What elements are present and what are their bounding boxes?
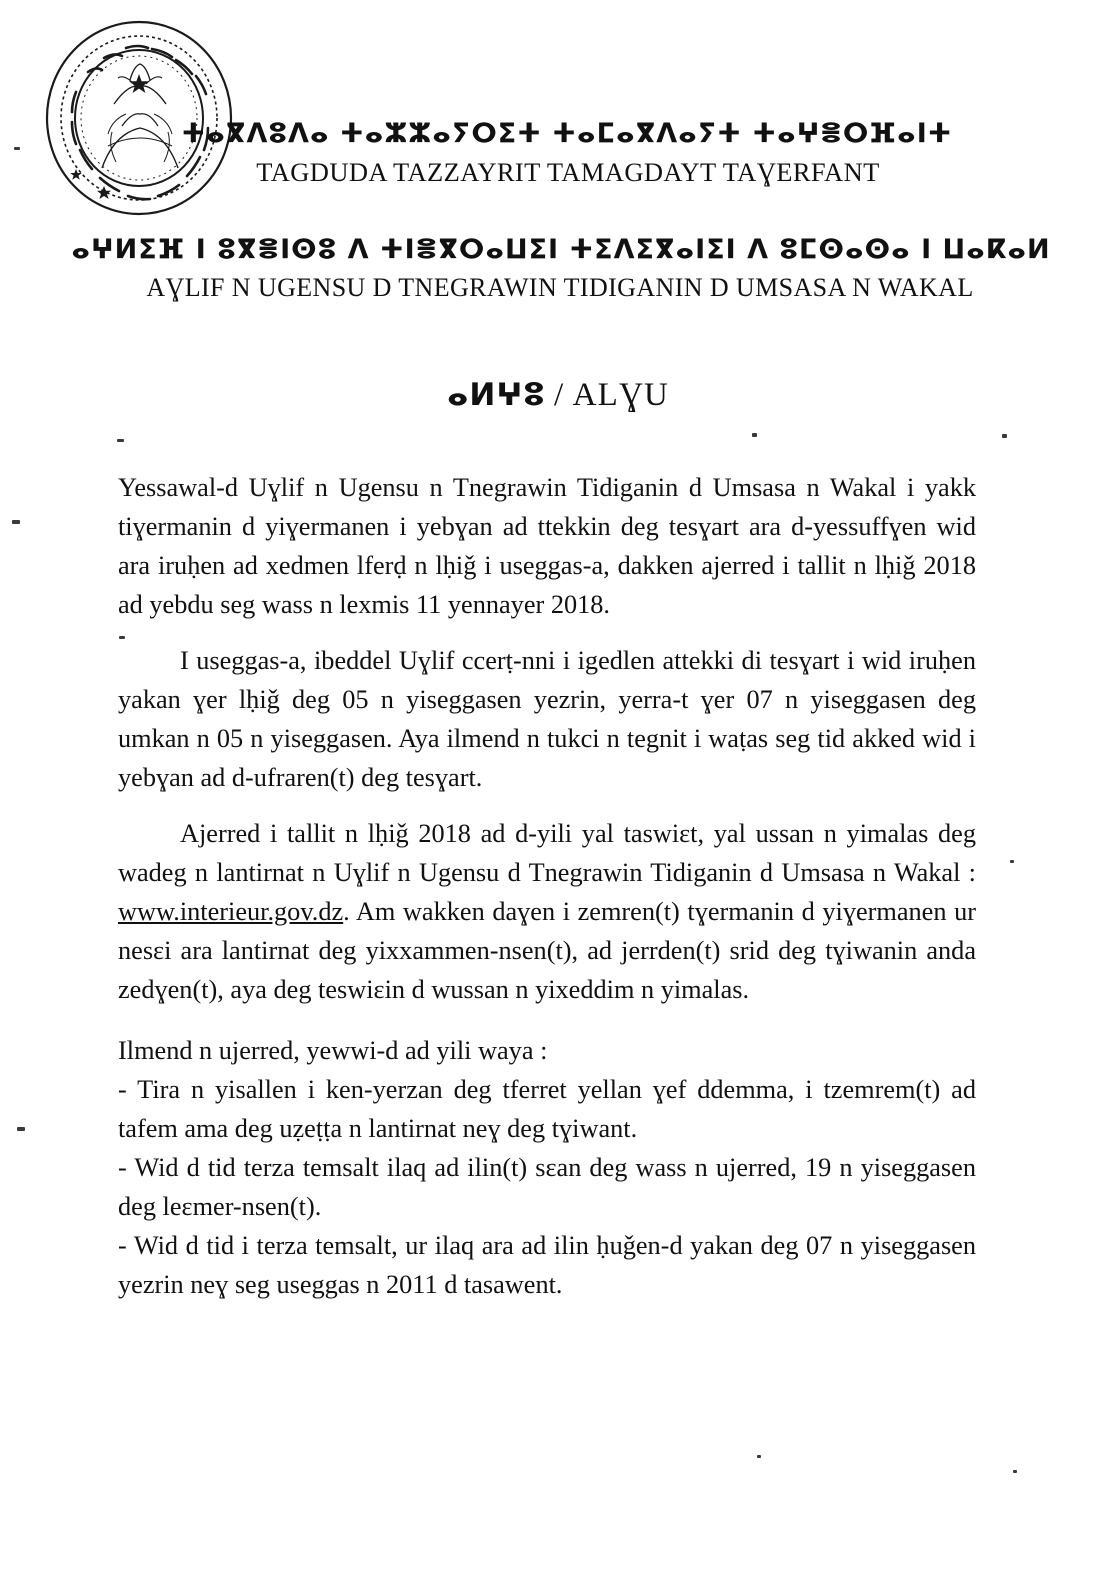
paragraph-age-change: I useggas-a, ibeddel Uɣlif ccerṭ-nni i igedlen attekki di tesɣart i wid iruḥen yakan ɣer lḥiǧ deg 05 n yiseggasen yezrin, yerra-t ɣer 07 n yiseggasen deg umkan n 05 n yiseggasen. Aya ilmend n tukci n tegnit i waṭas seg tid akked wid i yebɣan ad d-ufraren(t) deg tesɣart. [118, 646, 976, 792]
condition-item-1: - Tira n yisallen i ken-yerzan deg tferret yellan ɣef ddemma, i tzemrem(t) ad tafem ama deg uẓeṭṭa n lantirnat neɣ deg tɣiwant. [118, 1075, 976, 1143]
condition-item-3: - Wid d tid i terza temsalt, ur ilaq ara ad ilin ḥuǧen-d yakan deg 07 n yiseggasen yezrin neɣ seg useggas n 2011 d tasawent. [118, 1231, 976, 1299]
conditions-block [118, 1031, 976, 1304]
document-body [118, 468, 976, 1304]
document-header [0, 0, 1116, 304]
header-tifinagh-ministry: ⴰⵖⵍⵉⴼ ⵏ ⵓⴳⴻⵏⵙⵓ ⴷ ⵜⵏⴻⴳⵔⴰⵡⵉⵏ ⵜⵉⴷⵉⴳⴰⵏⵉⵏ ⴷ ⵓⵎⵙⴰⵙⴰ ⵏ ⵡⴰⴽⴰⵍ [71, 233, 1051, 265]
conditions-intro: Ilmend n ujerred, yewwi-d ad yili waya : [118, 1036, 548, 1065]
ministry-website-link[interactable]: www.interieur.gov.dz [118, 897, 344, 926]
condition-item-2: - Wid d tid terza temsalt ilaq ad ilin(t) sɛan deg wass n ujerred, 19 n yiseggasen deg leɛmer-nsen(t). [118, 1153, 976, 1221]
paragraph-announcement: Yessawal-d Uɣlif n Ugensu n Tnegrawin Tidiganin d Umsasa n Wakal i yakk tiɣermanin d yiɣermanen i yebɣan ad ttekkin deg tesɣart ara d-yessuffɣen wid ara iruḥen ad xedmen lferḍ n lḥiǧ i useggas-a, dakken ajerred i tallit n lḥiǧ 2018 ad yebdu seg wass n lexmis 11 yennayer 2018. [118, 473, 976, 619]
page-title-tifinagh: ⴰⵍⵖⵓ [446, 377, 546, 413]
scan-speckle [757, 1455, 761, 1458]
scan-speckle [17, 1127, 25, 1131]
header-tifinagh-republic: ⵜⴰⴳⴷⵓⴷⴰ ⵜⴰⵣⵣⴰⵢⵔⵉⵜ ⵜⴰⵎⴰⴳⴷⴰⵢⵜ ⵜⴰⵖⴻⵔⴼⴰⵏⵜ [181, 118, 953, 149]
scan-speckle [752, 433, 757, 437]
header-latin-ministry: AƔLIF N UGENSU D TNEGRAWIN TIDIGANIN D UMSASA N WAKAL [146, 272, 974, 302]
scan-speckle [1010, 860, 1014, 863]
scan-speckle [1013, 1470, 1017, 1473]
page-title [0, 377, 1116, 413]
page-title-separator: / [553, 377, 565, 413]
header-latin-republic: TAGDUDA TAZZAYRIT TAMAGDAYT TAƔERFANT [256, 157, 880, 188]
page-title-latin: ALƔU [572, 377, 670, 413]
paragraph-registration-period-text-1: Ajerred i tallit n lḥiǧ 2018 ad d-yili yal taswiɛt, yal ussan n yimalas deg wadeg n lantirnat n Uɣlif n Ugensu d Tnegrawin Tidiganin d Umsasa n Wakal : [118, 819, 976, 887]
paragraph-registration-period-text-2: . Am wakken daɣen i zemren(t) tɣermanin d yiɣermanen ur nesɛi ara lantirnat deg yixxammen-nsen(t), ad jerrden(t) srid deg tɣiwanin anda zedɣen(t), aya deg teswiɛin d wussan n yixeddim n yimalas. [118, 897, 976, 1004]
paragraph-registration-period [118, 814, 976, 1009]
scan-speckle [117, 439, 124, 442]
scan-speckle [1002, 434, 1007, 438]
scan-speckle [12, 520, 20, 524]
